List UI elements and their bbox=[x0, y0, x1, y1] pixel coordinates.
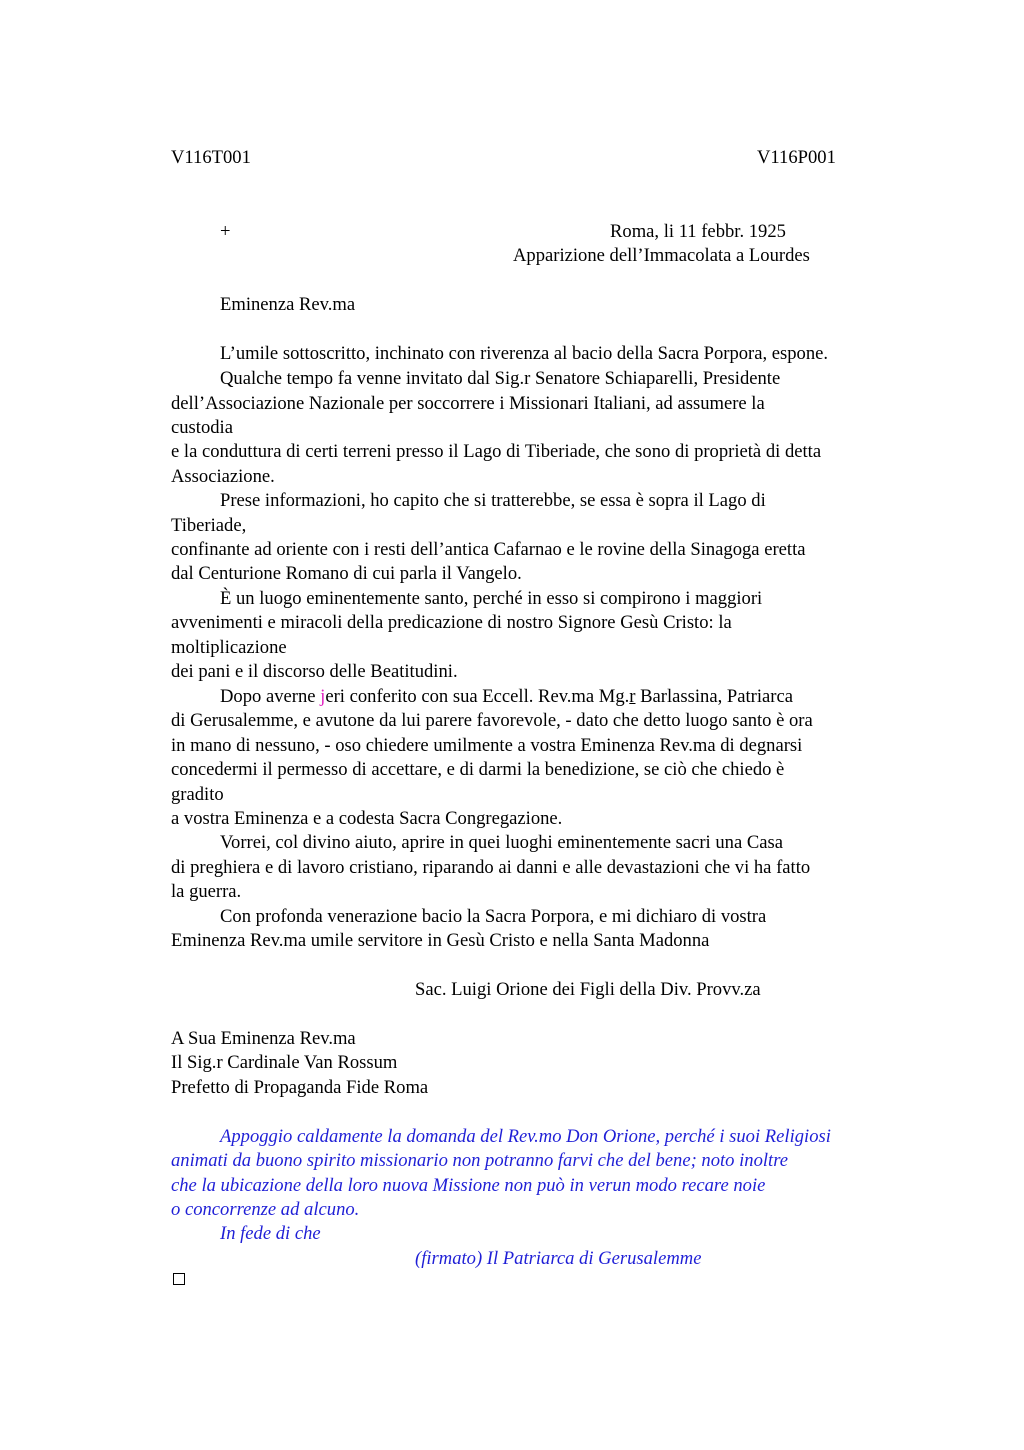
salutation: Eminenza Rev.ma bbox=[220, 294, 356, 315]
body-line: a vostra Eminenza e a codesta Sacra Congregazione. bbox=[171, 808, 563, 829]
body-line: in mano di nessuno, - oso chiedere umilmente a vostra Eminenza Rev.ma di degnarsi bbox=[171, 735, 803, 756]
body-line: Vorrei, col divino aiuto, aprire in quei luoghi eminentemente sacri una Casa bbox=[220, 832, 783, 853]
endorsement-line: In fede di che bbox=[220, 1223, 321, 1244]
body-line: Prese informazioni, ho capito che si tratterebbe, se essa è sopra il Lago di bbox=[220, 490, 766, 511]
body-line: gradito bbox=[171, 784, 224, 805]
addressee-line: A Sua Eminenza Rev.ma bbox=[171, 1028, 356, 1049]
dopo-underlined: r bbox=[629, 686, 636, 707]
signature: Sac. Luigi Orione dei Figli della Div. Provv.za bbox=[415, 979, 761, 1000]
body-line: dell’Associazione Nazionale per soccorrere i Missionari Italiani, ad assumere la bbox=[171, 393, 765, 414]
header-right-code: V116P001 bbox=[757, 147, 836, 168]
dopo-line bbox=[220, 685, 793, 709]
endorsement-signature: (firmato) Il Patriarca di Gerusalemme bbox=[415, 1248, 702, 1269]
body-line: confinante ad oriente con i resti dell’antica Cafarnao e le rovine della Sinagoga eretta bbox=[171, 539, 806, 560]
body-line: dei pani e il discorso delle Beatitudini. bbox=[171, 661, 458, 682]
header-left-code: V116T001 bbox=[171, 147, 251, 168]
body-line: avvenimenti e miracoli della predicazione di nostro Signore Gesù Cristo: la bbox=[171, 612, 732, 633]
addressee-line: Il Sig.r Cardinale Van Rossum bbox=[171, 1052, 398, 1073]
endorsement-line: Appoggio caldamente la domanda del Rev.mo Don Orione, perché i suoi Religiosi bbox=[220, 1126, 831, 1147]
body-line: Tiberiade, bbox=[171, 515, 247, 536]
place-date: Roma, li 11 febbr. 1925 bbox=[610, 221, 786, 242]
body-line: e la conduttura di certi terreni presso il Lago di Tiberiade, che sono di proprietà di detta bbox=[171, 441, 822, 462]
body-line: L’umile sottoscritto, inchinato con riverenza al bacio della Sacra Porpora, espone. bbox=[220, 343, 829, 364]
endorsement-line: o concorrenze ad alcuno. bbox=[171, 1199, 360, 1220]
body-line: concedermi il permesso di accettare, e di darmi la benedizione, se ciò che chiedo è bbox=[171, 759, 785, 780]
body-line: Associazione. bbox=[171, 466, 275, 487]
square-outline-icon bbox=[173, 1273, 185, 1285]
body-line: È un luogo eminentemente santo, perché in esso si compirono i maggiori bbox=[220, 588, 763, 609]
feast-line: Apparizione dell’Immacolata a Lourdes bbox=[513, 245, 810, 266]
dopo-before: Dopo averne bbox=[220, 686, 321, 707]
cross-mark: + bbox=[220, 221, 231, 242]
body-line: di Gerusalemme, e avutone da lui parere favorevole, - dato che detto luogo santo è ora bbox=[171, 710, 813, 731]
addressee-line: Prefetto di Propaganda Fide Roma bbox=[171, 1077, 429, 1098]
dopo-middle: eri conferito con sua Eccell. Rev.ma Mg. bbox=[325, 686, 630, 707]
body-line: di preghiera e di lavoro cristiano, riparando ai danni e alle devastazioni che vi ha fatto bbox=[171, 857, 811, 878]
body-line: Qualche tempo fa venne invitato dal Sig.r Senatore Schiaparelli, Presidente bbox=[220, 368, 781, 389]
body-line: Eminenza Rev.ma umile servitore in Gesù Cristo e nella Santa Madonna bbox=[171, 930, 710, 951]
body-line: custodia bbox=[171, 417, 233, 438]
endorsement-line: animati da buono spirito missionario non potranno farvi che del bene; noto inoltre bbox=[171, 1150, 789, 1171]
body-line: la guerra. bbox=[171, 881, 242, 902]
dopo-after: Barlassina, Patriarca bbox=[635, 686, 793, 707]
body-line: Con profonda venerazione bacio la Sacra Porpora, e mi dichiaro di vostra bbox=[220, 906, 767, 927]
body-line: dal Centurione Romano di cui parla il Vangelo. bbox=[171, 563, 522, 584]
dopo-highlight: j bbox=[320, 686, 326, 707]
endorsement-line: che la ubicazione della loro nuova Missione non può in verun modo recare noie bbox=[171, 1175, 766, 1196]
body-line: moltiplicazione bbox=[171, 637, 287, 658]
